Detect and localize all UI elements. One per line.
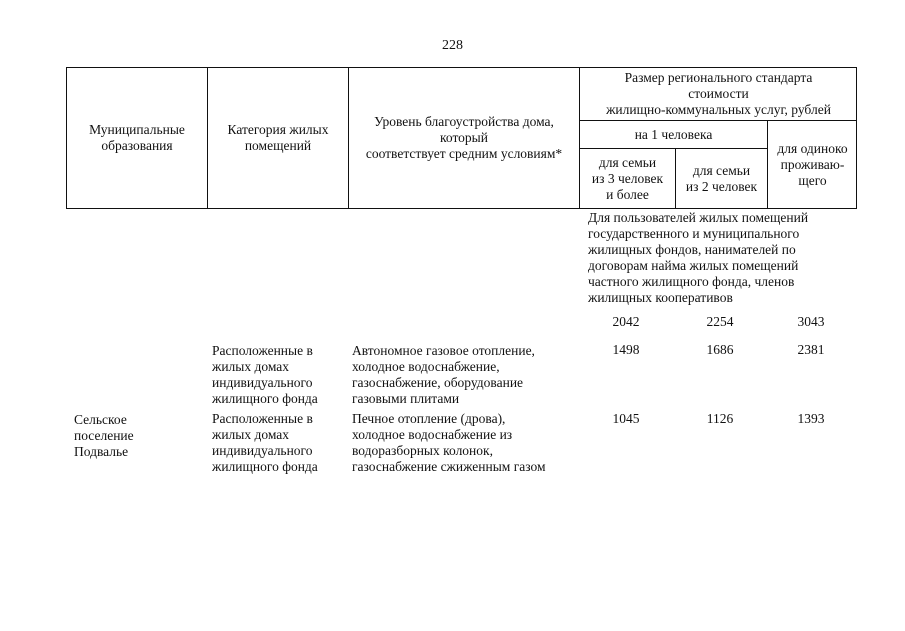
group-value-family2: 2254 bbox=[706, 314, 734, 329]
row-2-value-single: 1393 bbox=[797, 411, 825, 426]
municipality-name: Сельское поселение Подвалье bbox=[74, 412, 134, 459]
row-1-category: Расположенные в жилых домах индивидуального жилищного фонда bbox=[212, 343, 318, 406]
header-municipal: Муниципальные образования bbox=[89, 122, 185, 153]
row-2-category: Расположенные в жилых домах индивидуального жилищного фонда bbox=[212, 411, 318, 474]
group-value-family3: 2042 bbox=[612, 314, 640, 329]
row-1-value-family3: 1498 bbox=[612, 342, 640, 357]
group-value-single: 3043 bbox=[797, 314, 825, 329]
header-standard: Размер регионального стандарта стоимости жилищно-коммунальных услуг, рублей bbox=[606, 70, 831, 117]
header-category: Категория жилых помещений bbox=[227, 122, 329, 153]
row-1-value-family2: 1686 bbox=[706, 342, 734, 357]
header-single: для одиноко проживаю- щего bbox=[777, 140, 848, 188]
page-number: 228 bbox=[442, 38, 463, 53]
row-1-level: Автономное газовое отопление, холодное водоснабжение, газоснабжение, оборудование газовыми плитами bbox=[352, 343, 535, 406]
row-2-value-family3: 1045 bbox=[612, 411, 640, 426]
header-per-person: на 1 человека bbox=[634, 126, 713, 142]
row-2-level: Печное отопление (дрова), холодное водоснабжение из водоразборных колонок, газоснабжение сжиженным газом bbox=[352, 411, 546, 474]
header-table bbox=[66, 67, 857, 209]
row-2-value-family2: 1126 bbox=[706, 411, 734, 426]
header-family-3: для семьи из 3 человек и более bbox=[591, 154, 664, 202]
header-level: Уровень благоустройства дома, который соответствует средним условиям* bbox=[365, 114, 563, 161]
group-label: Для пользователей жилых помещений государственного и муниципального жилищных фондов, нанимателей по договорам найма жилых помещений частного жилищного фонда, членов жилищных кооперативов bbox=[588, 210, 809, 305]
row-1-value-single: 2381 bbox=[797, 342, 825, 357]
header-family-2: для семьи из 2 человек bbox=[685, 162, 758, 194]
